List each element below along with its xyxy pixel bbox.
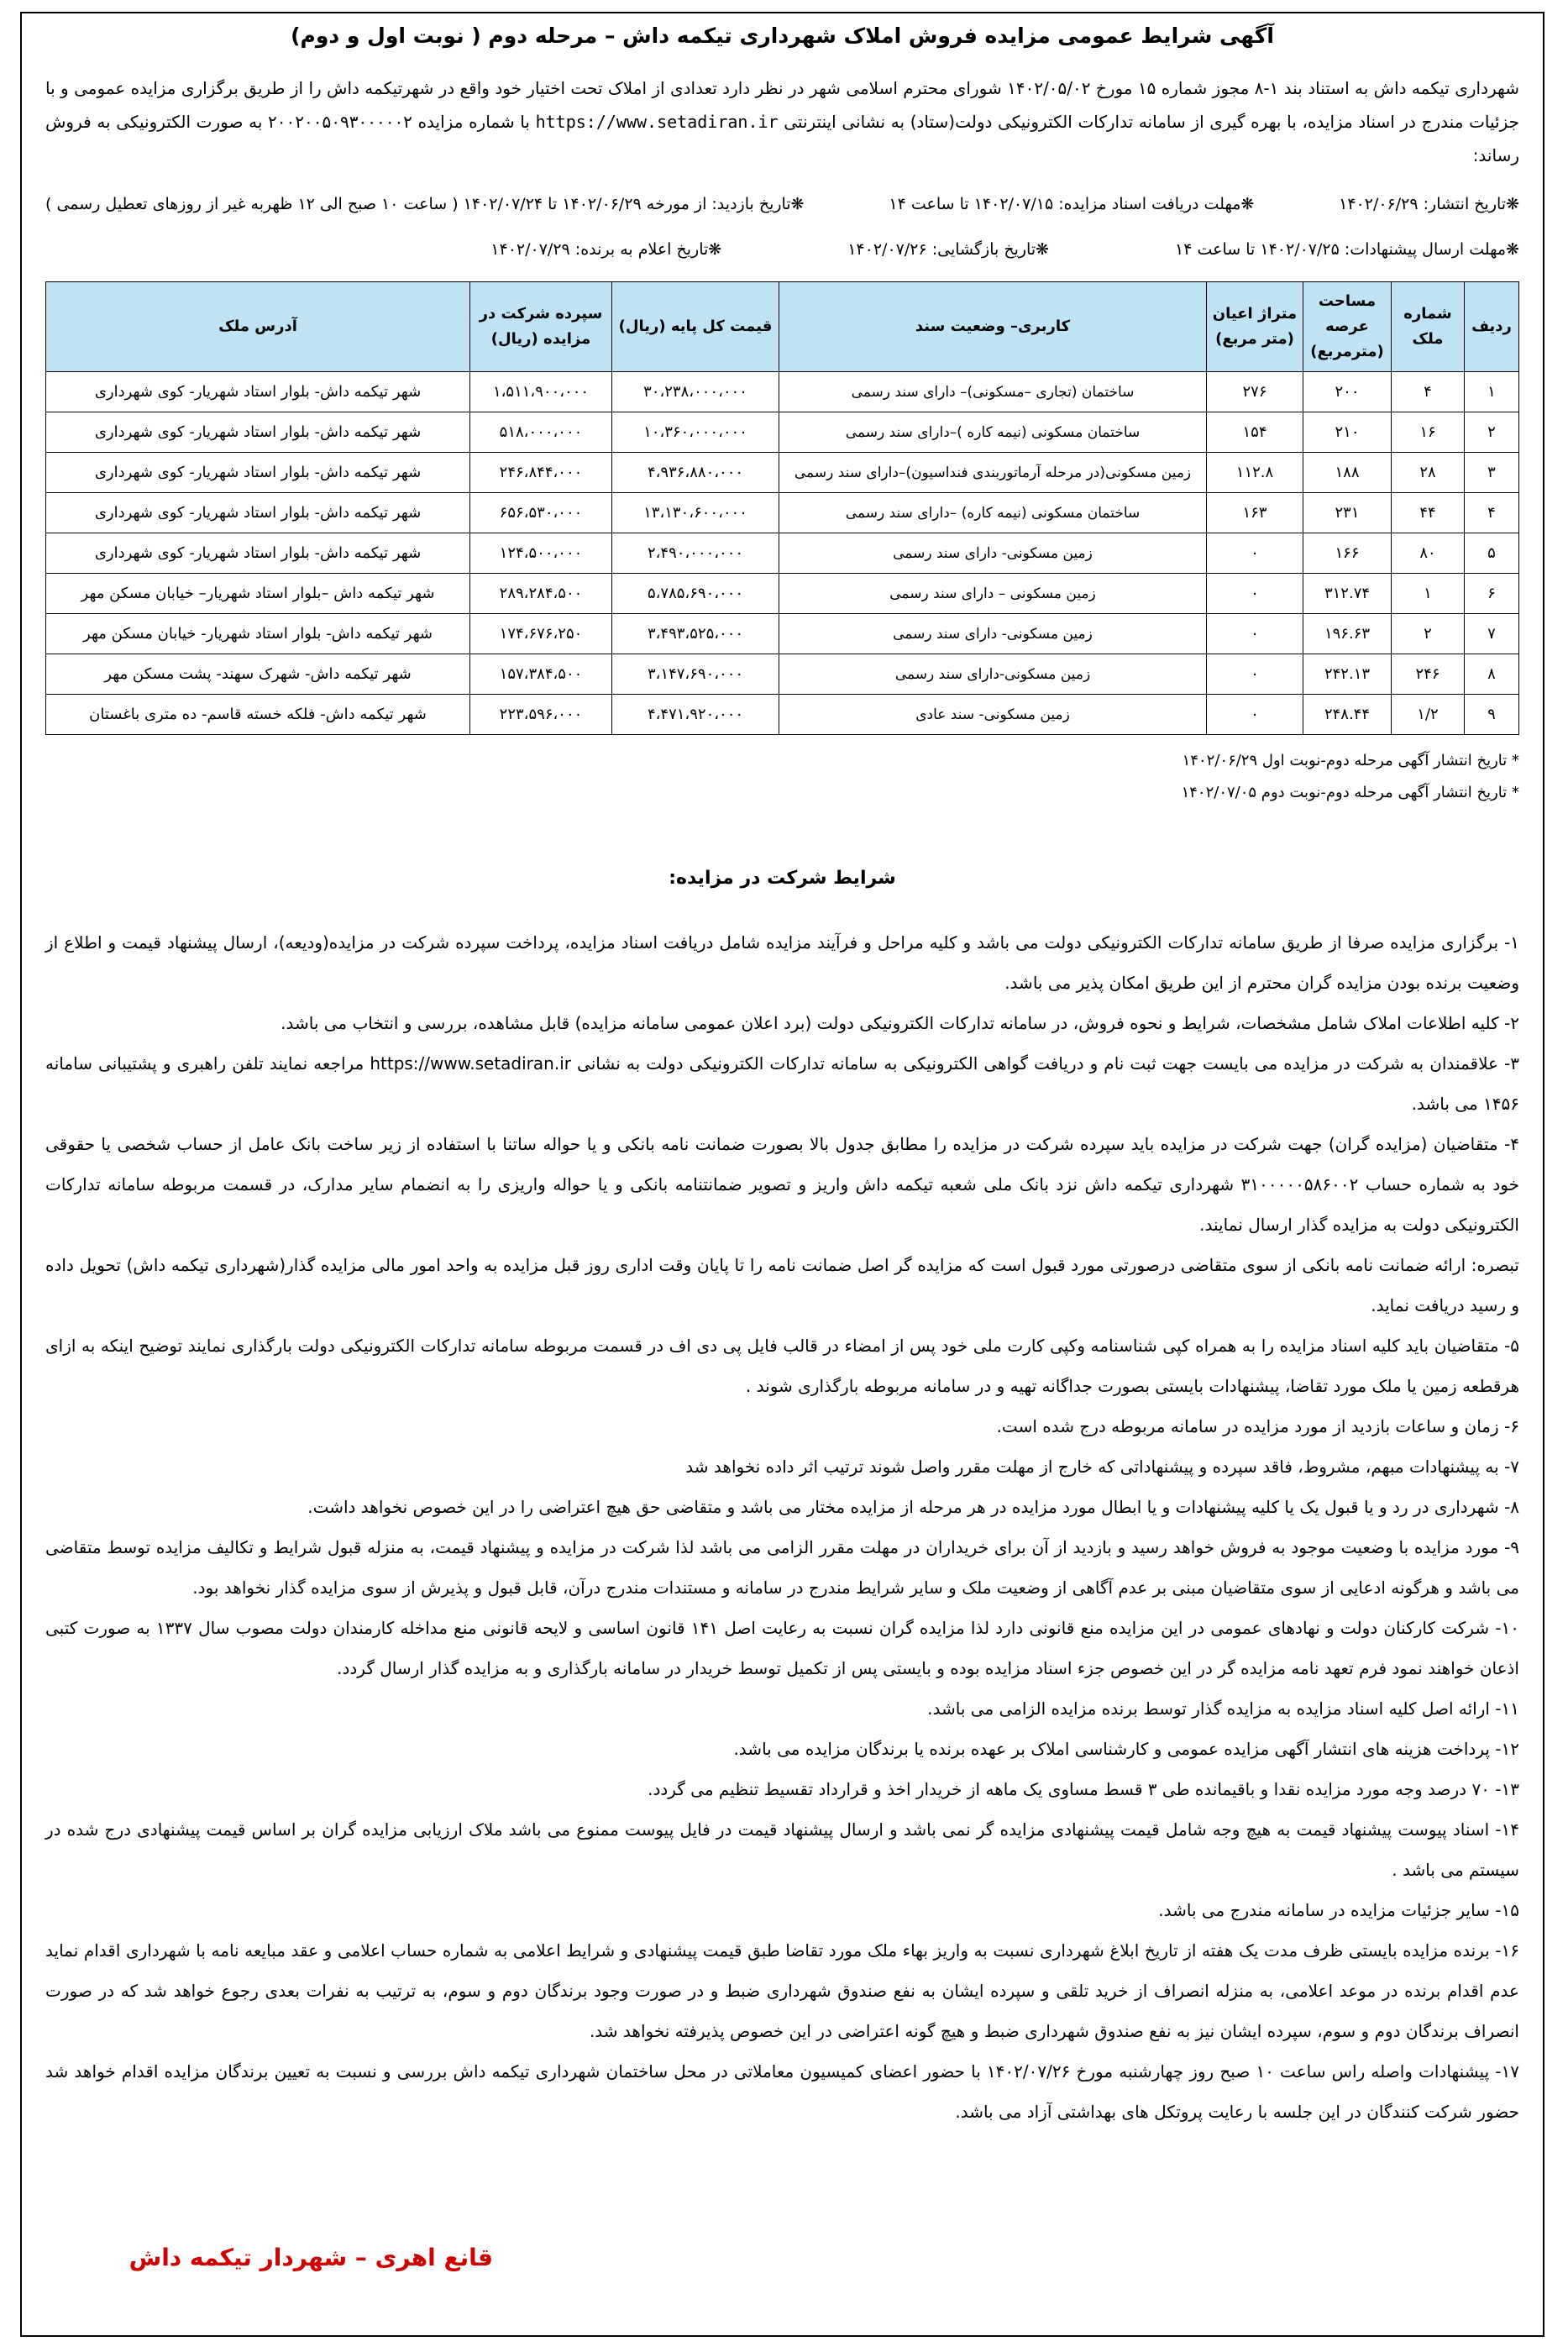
- lots-table: [45, 281, 1519, 735]
- condition-item: ۴- متقاضیان (مزایده گران) جهت شرکت در مزایده باید سپرده شرکت در مزایده را مطابق جدول بالا بصورت ضمانت نامه بانکی و یا حواله ساتنا با استفاده از زیر ساخت بانک عامل از حساب شخصی یا حقوقی خود به شماره حساب ۳۱۰۰۰۰۰۵۸۶۰۰۲ شهرداری تیکمه داش نزد بانک ملی شعبه تیکمه داش واریز و تصویر ضمانتنامه بانکی و یا حواله واریزی را به انضمام سایر مدارک، در قسمت مربوطه سامانه تدارکات الکترونیکی دولت به مزایده گذار ارسال نمایند.: [45, 1134, 1519, 1235]
- cell-base-price: ۲،۴۹۰،۰۰۰،۰۰۰: [612, 533, 779, 574]
- condition-item: ۶- زمان و ساعات بازدید از مورد مزایده در سامانه مربوطه درج شده است.: [996, 1416, 1519, 1436]
- col-header-row-no: ردیف: [1465, 282, 1519, 372]
- cell-land-area: ۲۱۰: [1303, 412, 1392, 453]
- col-header-land-area: مساحت عرصه (مترمربع): [1303, 282, 1392, 372]
- cell-land-area: ۲۳۱: [1303, 493, 1392, 533]
- cell-deposit: ۶۵۶،۵۳۰،۰۰۰: [470, 493, 612, 533]
- cell-land-area: ۲۰۰: [1303, 372, 1392, 412]
- condition-item: ۸- شهرداری در رد و یا قبول یک یا کلیه پیشنهادات و یا ابطال مورد مزایده در هر مرحله از مزایده مختار می باشد و متقاضی حق هیچ اعتراضی را در این خصوص نخواهد داشت.: [307, 1497, 1519, 1517]
- condition-item: ۱۶- برنده مزایده بایستی ظرف مدت یک هفته از تاریخ ابلاغ شهرداری نسبت به واریز بهاء ملک مورد تقاضا طبق قیمت پیشنهادی و شرایط اعلامی به شماره حساب اعلامی و عقد مبایعه نامه با شهرداری اقدام نماید عدم اقدام برنده در موعد اعلامی، به منزله انصراف از خرید تلقی و سپرده ایشان به نفع صندوق شهرداری ضبط و در صورت وجود برندگان دوم و سوم، به ترتیب به نفرات بعدی رجوع خواهد شد که در صورت انصراف برندگان دوم و سوم، سپرده ایشان نیز به نفع صندوق شهرداری ضبط و هیچ گونه اعتراضی در این خصوص پذیرفته نخواهد شد.: [45, 1940, 1519, 2041]
- condition-item: ۱۷- پیشنهادات واصله راس ساعت ۱۰ صبح روز چهارشنبه مورخ ۱۴۰۲/۰۷/۲۶ با حضور اعضای کمیسیون معاملاتی در محل ساختمان شهرداری تیکمه داش بررسی و نسبت به تعیین برندگان مزایده اقدام خواهد شد حضور شرکت کنندگان در این جلسه با رعایت پروتکل های بهداشتی آزاد می باشد.: [45, 2061, 1519, 2122]
- intro-text: شهرداری تیکمه داش به استناد بند ۱-۸ مجوز شماره ۱۵ مورخ ۱۴۰۲/۰۵/۰۲ شورای محترم اسلامی شهر در نظر دارد تعدادی از املاک تحت اختیار خود واقع در شهرتیکمه داش را از طریق برگزاری مزایده عمومی و با جزئیات مندرج در اسناد مزایده، با بهره گیری از سامانه تدارکات الکترونیکی دولت(ستاد) به نشانی اینترنتی: [45, 78, 1520, 132]
- cell-building-area: ۱۱۲.۸: [1207, 453, 1303, 493]
- cell-base-price: ۴،۹۳۶،۸۸۰،۰۰۰: [612, 453, 779, 493]
- cell-usage: زمین مسکونی- سند عادی: [779, 695, 1207, 735]
- cell-address: شهر تیکمه داش- بلوار استاد شهریار- کوی شهرداری: [46, 533, 470, 574]
- cell-deposit: ۱۲۴،۵۰۰،۰۰۰: [470, 533, 612, 574]
- cell-usage: ساختمان (تجاری –مسکونی)– دارای سند رسمی: [779, 372, 1207, 412]
- cell-land-area: ۲۴۸.۴۴: [1303, 695, 1392, 735]
- cell-usage: زمین مسکونی(در مرحله آرماتوربندی فنداسیون)–دارای سند رسمی: [779, 453, 1207, 493]
- table-row: [46, 493, 1519, 533]
- footnote-first-publish: * تاریخ انتشار آگهی مرحله دوم-نوبت اول ۱۴۰۲/۰۶/۲۹: [1182, 752, 1519, 769]
- docs-deadline: ❋مهلت دریافت اسناد مزایده: ۱۴۰۲/۰۷/۱۵ تا ساعت ۱۴: [889, 195, 1255, 213]
- cell-row-no: ۵: [1465, 533, 1519, 574]
- cell-base-price: ۱۳،۱۳۰،۶۰۰،۰۰۰: [612, 493, 779, 533]
- cell-address: شهر تیکمه داش- شهرک سهند- پشت مسکن مهر: [46, 654, 470, 695]
- cell-lot-no: ۸۰: [1392, 533, 1465, 574]
- condition-item: ۱۱- ارائه اصل کلیه اسناد مزایده به مزایده گذار توسط برنده مزایده الزامی می باشد.: [927, 1698, 1519, 1719]
- col-header-building-area: متراژ اعیان (متر مربع): [1207, 282, 1303, 372]
- cell-row-no: ۲: [1465, 412, 1519, 453]
- cell-usage: ساختمان مسکونی (نیمه کاره) –دارای سند رسمی: [779, 493, 1207, 533]
- cell-deposit: ۲۴۶،۸۴۴،۰۰۰: [470, 453, 612, 493]
- condition-item: ۹- مورد مزایده با وضعیت موجود به فروش خواهد رسید و بازدید از آن برای خریداران در مهلت مقرر الزامی می باشد لذا شرکت در مزایده و پیشنهاد قیمت، به منزله قبول شرایط و تکالیف مزایده توسط متقاضی می باشد و هرگونه ادعایی از سوی متقاضیان مبنی بر عدم آگاهی از وضعیت ملک و سایر شرایط مندرج در سامانه و مستندات مندرج درآن، قابل قبول و پذیرش از سوی مزایده گذار نخواهد بود.: [45, 1537, 1519, 1598]
- cell-lot-no: ۱/۲: [1392, 695, 1465, 735]
- cell-deposit: ۱،۵۱۱،۹۰۰،۰۰۰: [470, 372, 612, 412]
- conditions-title: شرایط شرکت در مزایده:: [669, 868, 896, 889]
- footnote-second-publish: * تاریخ انتشار آگهی مرحله دوم-نوبت دوم ۱۴۰۲/۰۷/۰۵: [1181, 784, 1519, 801]
- col-header-address: آدرس ملک: [46, 282, 470, 372]
- offer-deadline: ❋مهلت ارسال پیشنهادات: ۱۴۰۲/۰۷/۲۵ تا ساعت ۱۴: [1175, 240, 1519, 259]
- cell-row-no: ۳: [1465, 453, 1519, 493]
- col-header-base-price: قیمت کل پایه (ریال): [612, 282, 779, 372]
- cell-address: شهر تیکمه داش- بلوار استاد شهریار- کوی شهرداری: [46, 372, 470, 412]
- cell-base-price: ۳،۴۹۳،۵۲۵،۰۰۰: [612, 614, 779, 654]
- cell-address: شهر تیکمه داش- بلوار استاد شهریار- کوی شهرداری: [46, 493, 470, 533]
- opening-date: ❋تاریخ بازگشایی: ۱۴۰۲/۰۷/۲۶: [847, 240, 1050, 259]
- cell-row-no: ۷: [1465, 614, 1519, 654]
- cell-address: شهر تیکمه داش- بلوار استاد شهریار- کوی شهرداری: [46, 453, 470, 493]
- cell-building-area: ۱۵۴: [1207, 412, 1303, 453]
- visit-dates: ❋تاریخ بازدید: از مورخه ۱۴۰۲/۰۶/۲۹ تا ۱۴۰۲/۰۷/۲۴ ( ساعت ۱۰ صبح الی ۱۲ ظهربه غیر از روزهای تعطیل رسمی ): [45, 195, 805, 213]
- footnotes: [45, 745, 1519, 809]
- col-header-usage: کاربری– وضعیت سند: [779, 282, 1207, 372]
- cell-deposit: ۱۷۴،۶۷۶،۲۵۰: [470, 614, 612, 654]
- cell-deposit: ۵۱۸،۰۰۰،۰۰۰: [470, 412, 612, 453]
- cell-building-area: ۰: [1207, 574, 1303, 614]
- lots-table-body: [46, 372, 1519, 735]
- cell-land-area: ۱۶۶: [1303, 533, 1392, 574]
- cell-usage: زمین مسکونی – دارای سند رسمی: [779, 574, 1207, 614]
- notice-intro: [45, 71, 1519, 172]
- cell-land-area: ۱۹۶.۶۳: [1303, 614, 1392, 654]
- signature: قانع اهری – شهردار تیکمه داش: [128, 2244, 493, 2271]
- table-row: [46, 453, 1519, 493]
- publish-date: ❋تاریخ انتشار: ۱۴۰۲/۰۶/۲۹: [1339, 195, 1519, 213]
- cell-base-price: ۳،۱۴۷،۶۹۰،۰۰۰: [612, 654, 779, 695]
- cell-building-area: ۲۷۶: [1207, 372, 1303, 412]
- cell-building-area: ۱۶۳: [1207, 493, 1303, 533]
- cell-deposit: ۲۸۹،۲۸۴،۵۰۰: [470, 574, 612, 614]
- table-row: [46, 372, 1519, 412]
- cell-building-area: ۰: [1207, 695, 1303, 735]
- cell-deposit: ۱۵۷،۳۸۴،۵۰۰: [470, 654, 612, 695]
- setad-url[interactable]: https://www.setadiran.ir: [535, 112, 779, 132]
- dates-row-2: [45, 236, 1519, 263]
- cell-address: شهر تیکمه داش- فلکه خسته قاسم- ده متری باغستان: [46, 695, 470, 735]
- table-row: [46, 412, 1519, 453]
- cell-land-area: ۲۴۲.۱۳: [1303, 654, 1392, 695]
- cell-building-area: ۰: [1207, 533, 1303, 574]
- dates-row-1: [45, 191, 1519, 218]
- cell-deposit: ۲۲۳،۵۹۶،۰۰۰: [470, 695, 612, 735]
- cell-lot-no: ۲: [1392, 614, 1465, 654]
- condition-item: ۳- علاقمندان به شرکت در مزایده می بایست جهت ثبت نام و دریافت گواهی الکترونیکی به سامانه تدارکات الکترونیکی دولت به نشانی https://www.setadiran.ir مراجعه نمایند تلفن راهبری و پشتیبانی سامانه ۱۴۵۶ می باشد.: [45, 1053, 1519, 1114]
- col-header-deposit: سپرده شرکت در مزایده (ریال): [470, 282, 612, 372]
- cell-lot-no: ۴: [1392, 372, 1465, 412]
- condition-item: ۷- به پیشنهادات مبهم، مشروط، فاقد سپرده و پیشنهاداتی که خارج از مهلت مقرر واصل شوند ترتیب اثر داده نخواهد شد: [685, 1457, 1519, 1477]
- condition-item: ۵- متقاضیان باید کلیه اسناد مزایده را به همراه کپی شناسنامه وکپی کارت ملی خود پس از امضاء در قالب فایل پی دی اف در قسمت مربوطه سامانه تدارکات الکترونیکی دولت بارگذاری نمایند توضیح اینکه به ازای هرقطعه زمین یا ملک مورد تقاضا، پیشنهادات بایستی بصورت جداگانه تهیه و در سامانه مربوطه بارگذاری شوند .: [45, 1336, 1519, 1396]
- cell-usage: زمین مسکونی- دارای سند رسمی: [779, 533, 1207, 574]
- table-row: [46, 574, 1519, 614]
- cell-address: شهر تیکمه داش- بلوار استاد شهریار- کوی شهرداری: [46, 412, 470, 453]
- condition-item: ۱- برگزاری مزایده صرفا از طریق سامانه تدارکات الکترونیکی دولت می باشد و کلیه مراحل و فرآیند مزایده شامل دریافت اسناد مزایده، پرداخت سپرده شرکت در مزایده(ودیعه)، ارسال پیشنهاد قیمت و اطلاع از وضعیت برنده بودن مزایده گران محترم از این طریق امکان پذیر می باشد.: [45, 932, 1519, 993]
- cell-base-price: ۵،۷۸۵،۶۹۰،۰۰۰: [612, 574, 779, 614]
- cell-lot-no: ۲۸: [1392, 453, 1465, 493]
- table-row: [46, 654, 1519, 695]
- table-header-row: [46, 282, 1519, 372]
- notice-frame: [20, 12, 1544, 2337]
- cell-land-area: ۳۱۲.۷۴: [1303, 574, 1392, 614]
- condition-item: ۲- کلیه اطلاعات املاک شامل مشخصات، شرایط و نحوه فروش، در سامانه تدارکات الکترونیکی دولت (برد اعلان عمومی سامانه مزایده) قابل مشاهده، بررسی و انتخاب می باشد.: [281, 1013, 1519, 1033]
- intro-tail: با شماره مزایده ۲۰۰۲۰۰۵۰۹۳۰۰۰۰۰۲ به صورت الکترونیکی به فروش رساند:: [45, 112, 1519, 165]
- cell-usage: ساختمان مسکونی (نیمه کاره )–دارای سند رسمی: [779, 412, 1207, 453]
- cell-land-area: ۱۸۸: [1303, 453, 1392, 493]
- conditions-list: [45, 922, 1519, 2132]
- cell-address: شهر تیکمه داش- بلوار استاد شهریار- خیابان مسکن مهر: [46, 614, 470, 654]
- condition-item: ۱۳- ۷۰ درصد وجه مورد مزایده نقدا و باقیمانده طی ۳ قسط مساوی یک ماهه از خریدار اخذ و قرارداد تقسیط تنظیم می گردد.: [648, 1779, 1519, 1799]
- winner-date: ❋تاریخ اعلام به برنده: ۱۴۰۲/۰۷/۲۹: [490, 240, 722, 259]
- condition-item: تبصره: ارائه ضمانت نامه بانکی از سوی متقاضی درصورتی مورد قبول است که مزایده گر اصل ضمانت نامه را تا پایان وقت اداری روز قبل مزایده به واحد امور مالی مزایده گذار(شهرداری تیکمه داش) تحویل داده و رسید دریافت نماید.: [45, 1255, 1519, 1315]
- cell-address: شهر تیکمه داش –بلوار استاد شهریار– خیابان مسکن مهر: [46, 574, 470, 614]
- condition-item: ۱۲- پرداخت هزینه های انتشار آگهی مزایده عمومی و کارشناسی املاک بر عهده برنده یا برندگان مزایده می باشد.: [733, 1739, 1519, 1759]
- notice-title: آگهی شرایط عمومی مزایده فروش املاک شهرداری تیکمه داش – مرحله دوم ( نوبت اول و دوم): [291, 24, 1274, 48]
- cell-row-no: ۱: [1465, 372, 1519, 412]
- cell-building-area: ۰: [1207, 614, 1303, 654]
- cell-row-no: ۶: [1465, 574, 1519, 614]
- cell-base-price: ۴،۴۷۱،۹۲۰،۰۰۰: [612, 695, 779, 735]
- cell-lot-no: ۲۴۶: [1392, 654, 1465, 695]
- cell-row-no: ۸: [1465, 654, 1519, 695]
- cell-building-area: ۰: [1207, 654, 1303, 695]
- condition-item: ۱۵- سایر جزئیات مزایده در سامانه مندرج می باشد.: [1158, 1900, 1519, 1920]
- condition-item: ۱۰- شرکت کارکنان دولت و نهادهای عمومی در این مزایده منع قانونی دارد لذا مزایده گران نسبت به رعایت اصل ۱۴۱ قانون اساسی و لایحه قانونی منع مداخله کارمندان دولت مصوب سال ۱۳۳۷ به صورت کتبی اذعان خواهند نمود فرم تعهد نامه مزایده گر در این خصوص جزء اسناد مزایده بوده و بایستی پس از تکمیل توسط خریدار در سامانه بارگذاری و به مزایده گذار ارسال گردد.: [45, 1618, 1519, 1678]
- cell-base-price: ۱۰،۳۶۰،۰۰۰،۰۰۰: [612, 412, 779, 453]
- cell-lot-no: ۴۴: [1392, 493, 1465, 533]
- cell-row-no: ۴: [1465, 493, 1519, 533]
- cell-lot-no: ۱: [1392, 574, 1465, 614]
- cell-row-no: ۹: [1465, 695, 1519, 735]
- cell-base-price: ۳۰،۲۳۸،۰۰۰،۰۰۰: [612, 372, 779, 412]
- table-row: [46, 695, 1519, 735]
- cell-lot-no: ۱۶: [1392, 412, 1465, 453]
- table-row: [46, 533, 1519, 574]
- col-header-lot-no: شماره ملک: [1392, 282, 1465, 372]
- cell-usage: زمین مسکونی- دارای سند رسمی: [779, 614, 1207, 654]
- table-row: [46, 614, 1519, 654]
- cell-usage: زمین مسکونی-دارای سند رسمی: [779, 654, 1207, 695]
- condition-item: ۱۴- اسناد پیوست پیشنهاد قیمت به هیچ وجه شامل قیمت پیشنهادی مزایده گر نمی باشد و ارسال پیشنهاد قیمت در فایل پیوست ممنوع می باشد ملاک ارزیابی مزایده گران بر اساس قیمت پیشنهادی درج شده در سیستم می باشد .: [45, 1819, 1519, 1880]
